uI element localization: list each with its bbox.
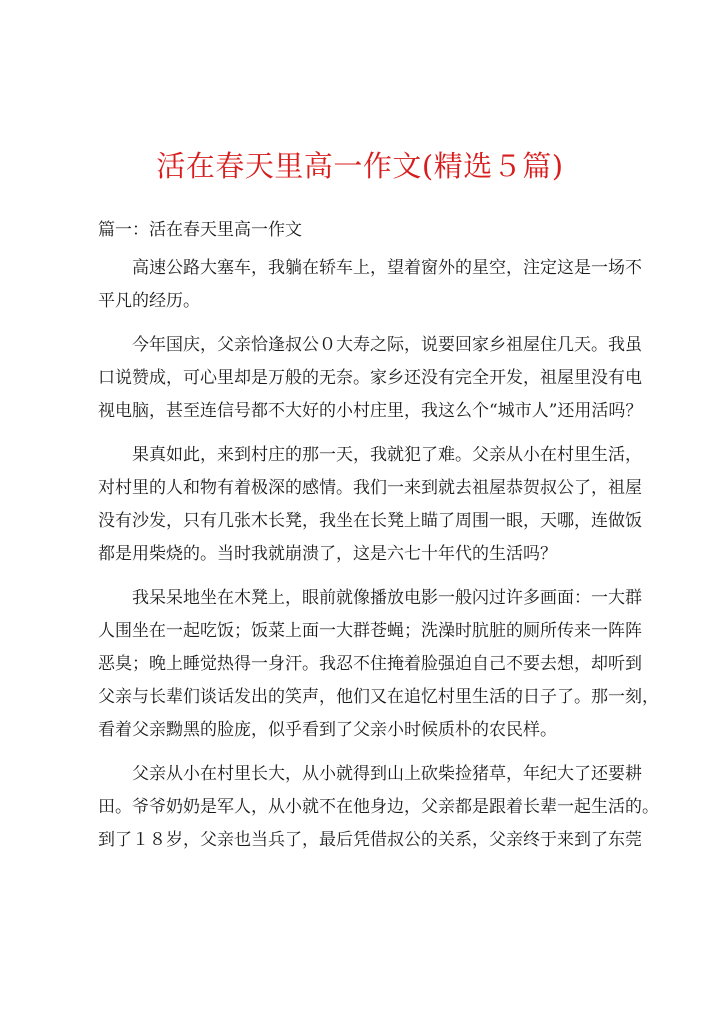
paragraph-line: 恶臭；晚上睡觉热得一身汗。我忍不住掩着脸强迫自己不要去想，却听到	[98, 654, 642, 674]
section-heading: 篇一：活在春天里高一作文	[98, 220, 302, 240]
document-body	[98, 214, 659, 868]
paragraph-line: 高速公路大塞车，我躺在轿车上，望着窗外的星空，注定这是一场不	[132, 258, 642, 278]
paragraph-line: 父亲从小在村里长大，从小就得到山上砍柴捡猪草，年纪大了还要耕	[132, 764, 642, 784]
paragraph-line: 视电脑，甚至连信号都不大好的小村庄里，我这么个“城市人”还用活吗？	[98, 401, 643, 421]
paragraph-line: 今年国庆，父亲恰逢叔公０大寿之际，说要回家乡祖屋住几天。我虽	[132, 335, 642, 355]
paragraph-line: 到了１８岁，父亲也当兵了，最后凭借叔公的关系，父亲终于来到了东莞	[98, 830, 642, 850]
paragraph	[98, 582, 659, 747]
paragraph-line: 口说赞成，可心里却是万般的无奈。家乡还没有完全开发，祖屋里没有电	[98, 368, 642, 388]
paragraph	[98, 439, 642, 571]
paragraph-line: 没有沙发，只有几张木长凳，我坐在长凳上瞄了周围一眼，天哪，连做饭	[98, 511, 642, 531]
paragraph-line: 人围坐在一起吃饭；饭菜上面一大群苍蝇；洗澡时肮脏的厕所传来一阵阵	[98, 621, 642, 641]
paragraph-line: 平凡的经历。	[98, 291, 200, 311]
paragraph-line: 都是用柴烧的。当时我就崩溃了，这是六七十年代的生活吗？	[98, 544, 557, 564]
paragraph	[98, 329, 643, 428]
paragraph-line: 对村里的人和物有着极深的感情。我们一来到就去祖屋恭贺叔公了，祖屋	[98, 478, 642, 498]
paragraph-line: 果真如此，来到村庄的那一天，我就犯了难。父亲从小在村里生活，	[132, 445, 642, 465]
paragraph-line: 父亲与长辈们谈话发出的笑声，他们又在追忆村里生活的日子了。那一刻，	[98, 687, 659, 707]
paragraph-line: 我呆呆地坐在木凳上，眼前就像播放电影一般闪过许多画面：一大群	[132, 588, 642, 608]
paragraph-line: 田。爷爷奶奶是军人，从小就不在他身边，父亲都是跟着长辈一起生活的。	[98, 797, 659, 817]
paragraph-line: 看着父亲黝黑的脸庞，似乎看到了父亲小时候质朴的农民样。	[98, 720, 557, 740]
paragraph	[98, 252, 642, 318]
document-title: 活在春天里高一作文(精选５篇)	[156, 149, 564, 183]
paragraph	[98, 758, 659, 857]
